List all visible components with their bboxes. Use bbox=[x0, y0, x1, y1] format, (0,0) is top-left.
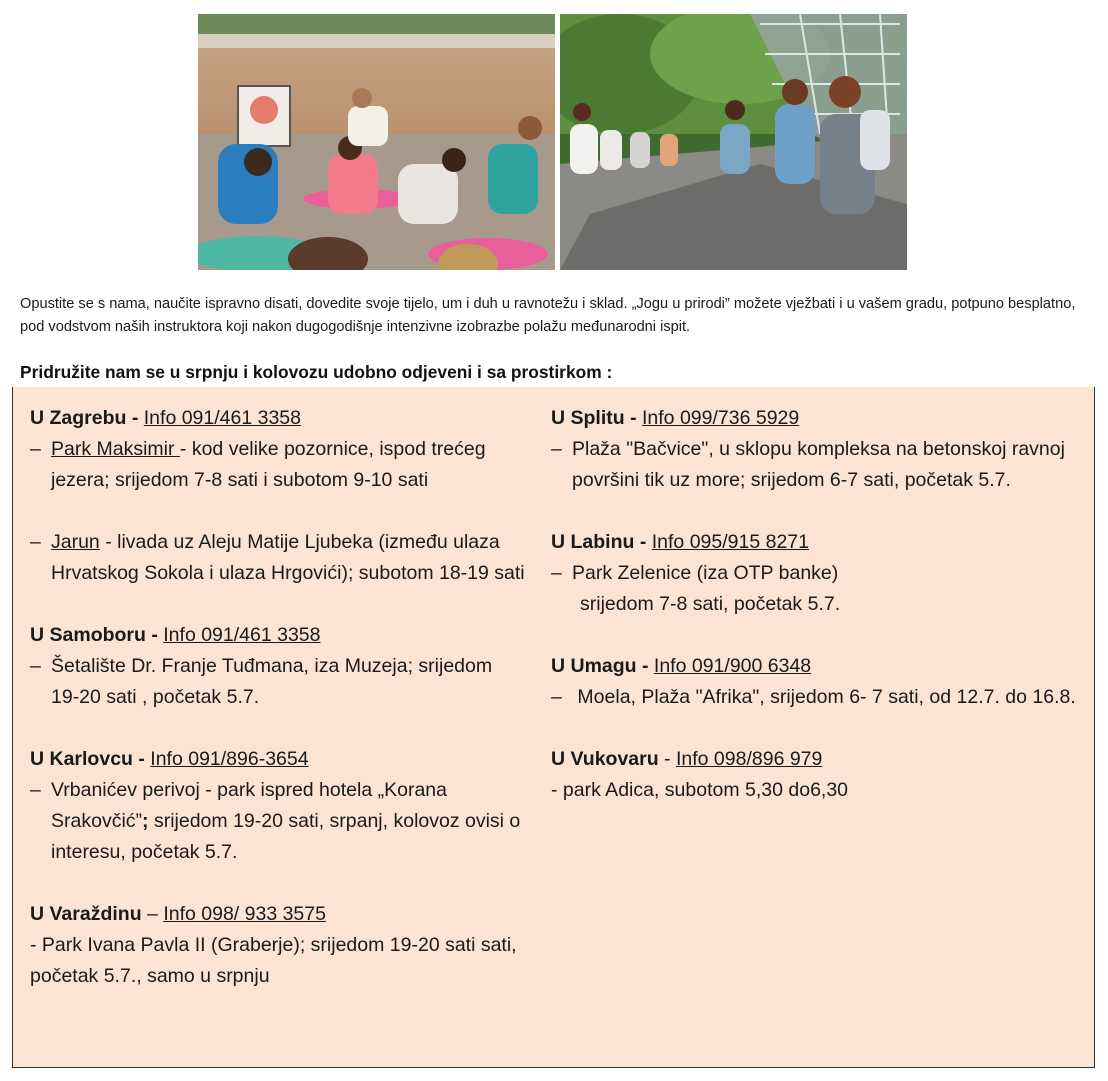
location-entry bbox=[30, 527, 525, 589]
location-split bbox=[551, 403, 1091, 496]
location-entry bbox=[30, 434, 525, 496]
city-name: U Labinu - bbox=[551, 531, 647, 553]
join-heading: Pridružite nam se u srpnju i kolovozu udobno odjeveni i sa prostirkom : bbox=[20, 362, 613, 382]
info-phone-link[interactable]: Info 099/736 5929 bbox=[642, 407, 800, 429]
dash: – bbox=[30, 438, 41, 460]
locations-right-column bbox=[551, 403, 1091, 837]
entry-text: - livada uz Aleju Matije Ljubeka (između ulaza Hrvatskog Sokola i ulaza Hrgovići); subotom 18-19 sati bbox=[51, 531, 525, 584]
location-entry bbox=[551, 558, 1091, 589]
dash: – bbox=[30, 779, 41, 801]
entry-text: srijedom 19-20 sati, srpanj, kolovoz ovisi o interesu, početak 5.7. bbox=[51, 810, 521, 863]
entry-text: Vrbanićev perivoj - park ispred hotela „Korana Srakovčić” bbox=[51, 779, 447, 832]
entry-text: Park Zelenice (iza OTP banke) bbox=[572, 562, 839, 584]
info-phone-link[interactable]: Info 091/896-3654 bbox=[150, 748, 309, 770]
entry-semicolon: ; bbox=[142, 810, 149, 832]
city-name: U Umagu - bbox=[551, 655, 649, 677]
location-karlovac bbox=[30, 744, 525, 868]
location-entry bbox=[551, 434, 1091, 496]
location-labin bbox=[551, 527, 1091, 620]
photo-park-yoga-image bbox=[560, 14, 907, 270]
locations-panel bbox=[12, 387, 1095, 1068]
city-name: U Vukovaru bbox=[551, 748, 659, 770]
info-phone-link[interactable]: Info 091/461 3358 bbox=[163, 624, 321, 646]
city-name: U Karlovcu - bbox=[30, 748, 145, 770]
dash: – bbox=[551, 438, 562, 460]
dash: – bbox=[30, 655, 41, 677]
location-varazdin bbox=[30, 899, 525, 992]
entry-text-continued: srijedom 7-8 sati, početak 5.7. bbox=[580, 593, 841, 615]
location-entry-text: - park Adica, subotom 5,30 do6,30 bbox=[551, 779, 849, 801]
location-entry-text: - Park Ivana Pavla II (Graberje); srijedom 19-20 sati sati, početak 5.7., samo u srpnju bbox=[30, 934, 517, 987]
photo-lake-yoga-image bbox=[198, 14, 555, 270]
entry-text: Moela, Plaža "Afrika", srijedom 6- 7 sati, od 12.7. do 16.8. bbox=[572, 686, 1076, 708]
location-umag bbox=[551, 651, 1091, 713]
location-entry bbox=[551, 682, 1091, 713]
city-name: U Splitu - bbox=[551, 407, 637, 429]
info-phone-link[interactable]: Info 091/461 3358 bbox=[143, 407, 301, 429]
dash: – bbox=[551, 686, 562, 708]
photo-lake-yoga bbox=[198, 14, 555, 270]
info-phone-link[interactable]: Info 095/915 8271 bbox=[651, 531, 809, 553]
info-phone-link[interactable]: Info 098/ 933 3575 bbox=[163, 903, 326, 925]
location-entry bbox=[30, 651, 525, 713]
entry-text: Šetalište Dr. Franje Tuđmana, iza Muzeja; srijedom 19-20 sati , početak 5.7. bbox=[51, 655, 493, 708]
location-vukovar bbox=[551, 744, 1091, 806]
location-zagreb bbox=[30, 403, 525, 589]
city-name: U Varaždinu bbox=[30, 903, 142, 925]
place-link[interactable]: Jarun bbox=[51, 531, 100, 553]
city-name: U Samoboru - bbox=[30, 624, 158, 646]
city-separator: - bbox=[658, 748, 676, 770]
locations-left-column bbox=[30, 403, 525, 1023]
photo-park-yoga bbox=[560, 14, 907, 270]
entry-text: Plaža "Bačvice", u sklopu kompleksa na betonskoj ravnoj površini tik uz more; srijedom 6-7 sati, početak 5.7. bbox=[572, 438, 1065, 491]
place-link[interactable]: Park Maksimir bbox=[51, 438, 180, 460]
dash: – bbox=[30, 531, 41, 553]
location-samobor bbox=[30, 620, 525, 713]
info-phone-link[interactable]: Info 098/896 979 bbox=[675, 748, 823, 770]
entry-text: - kod velike pozornice, ispod trećeg jezera; srijedom 7-8 sati i subotom 9-10 sati bbox=[51, 438, 486, 491]
city-name: U Zagrebu - bbox=[30, 407, 139, 429]
location-entry bbox=[30, 775, 525, 868]
dash: – bbox=[551, 562, 562, 584]
info-phone-link[interactable]: Info 091/900 6348 bbox=[653, 655, 812, 677]
intro-paragraph: Opustite se s nama, naučite ispravno disati, dovedite svoje tijelo, um i duh u ravnotežu i sklad. „Jogu u prirodi” možete vježbati i u vašem gradu, potpuno besplatno, pod vodstvom naših instruktora koji nakon dugogodišnje intenzivne izobrazbe polažu međunarodni ispit. bbox=[20, 296, 1076, 335]
city-separator: – bbox=[141, 903, 164, 925]
